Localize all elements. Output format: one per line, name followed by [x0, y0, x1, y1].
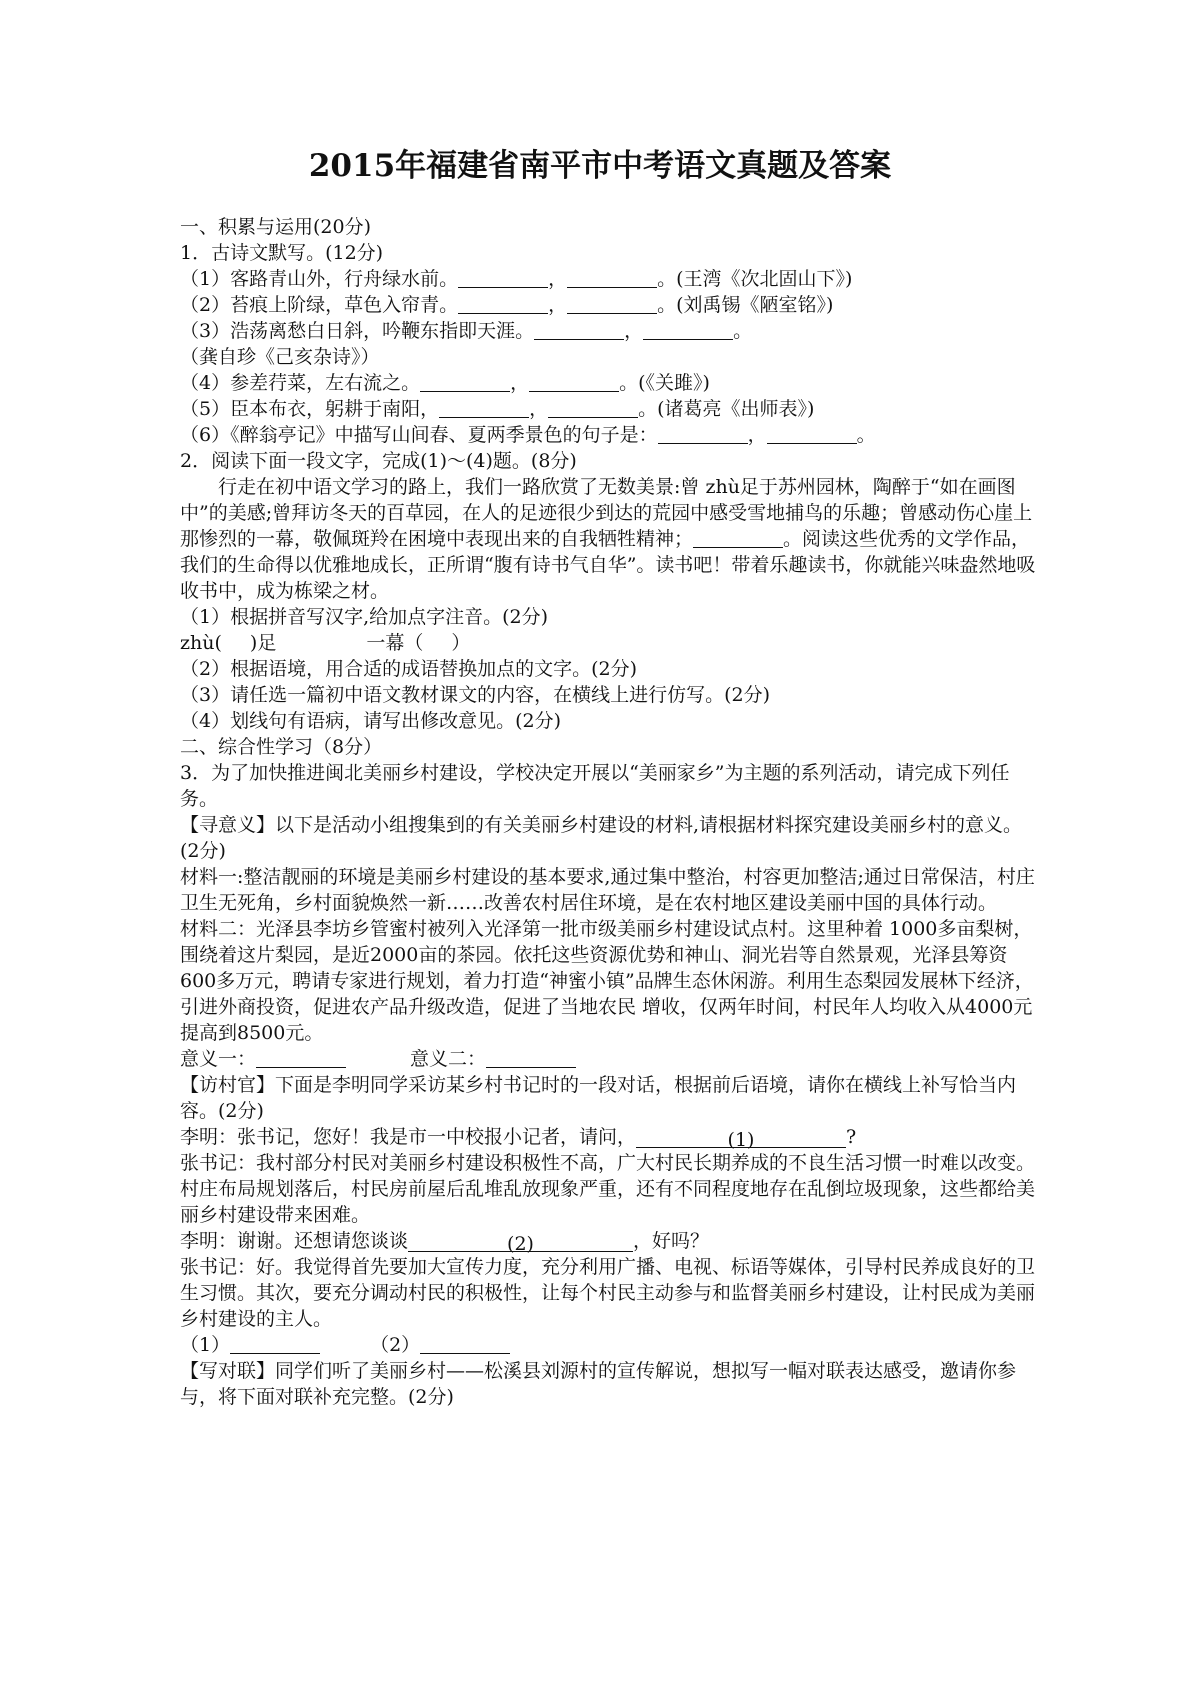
poem-line-1 [180, 266, 1040, 292]
comma: ， [510, 372, 530, 394]
material-1: 材料一:整洁靓丽的环境是美丽乡村建设的基本要求,通过集中整治，村容更加整洁;通过日常保洁，村庄卫生无死角，乡村面貌焕然一新……改善农村居住环境，是在农村地区建设美丽中国的具体行动。 [180, 866, 1035, 914]
page-title: 2015年福建省南平市中考语文真题及答案 [308, 148, 892, 184]
dialogue-blank-2[interactable] [408, 1231, 633, 1252]
source: 。(刘禹锡《陋室铭》) [657, 294, 834, 316]
dialogue-text: 李明：谢谢。还想请您谈谈 [180, 1230, 409, 1252]
meaning-1-label: 意义一： [180, 1048, 257, 1070]
dialogue-text: 李明：张书记，您好！我是市一中校报小记者，请问， [180, 1126, 637, 1148]
comma: ， [624, 320, 644, 342]
answer-blank[interactable] [567, 267, 657, 288]
answer-2-blank[interactable] [420, 1333, 510, 1354]
dialogue-2: 张书记：我村部分村民对美丽乡村建设积极性不高，广大村民长期养成的不良生活习惯一时难以改变。村庄布局规划落后，村民房前屋后乱堆乱放现象严重，还有不同程度地存在乱倒垃圾现象，这些都给美丽乡村建设带来困难。 [180, 1152, 1036, 1226]
pinyin-answer-line [180, 630, 1040, 656]
comma: ， [529, 398, 549, 420]
answer-2-label: （2） [370, 1334, 421, 1356]
question-2-4: （4）划线句有语病，请写出修改意见。(2分) [180, 710, 562, 732]
answer-blank[interactable] [643, 319, 733, 340]
comma: ， [747, 424, 767, 446]
question-mark: ? [846, 1126, 857, 1148]
poem-text: （4）参差荇菜，左右流之。 [180, 372, 421, 394]
question-2: 2．阅读下面一段文字，完成(1)～(4)题。(8分) [180, 450, 577, 472]
task-find-meaning: 【寻意义】以下是活动小组搜集到的有关美丽乡村建设的材料,请根据材料探究建设美丽乡村的意义。(2分) [180, 814, 1023, 862]
period: 。 [856, 424, 876, 446]
comma: ， [548, 294, 568, 316]
annotation-label: 一幕（ [366, 632, 424, 654]
dialogue-suffix: ，好吗？ [633, 1230, 710, 1252]
pinyin-suffix: )足 [249, 632, 277, 654]
poem-text: （3）浩荡离愁白日斜，吟鞭东指即天涯。 [180, 320, 535, 342]
meaning-answer-line [180, 1046, 1040, 1072]
question-2-3: （3）请任选一篇初中语文教材课文的内容，在横线上进行仿写。(2分) [180, 684, 771, 706]
source: 。(诸葛亮《出师表》) [638, 398, 815, 420]
poem-line-2 [180, 292, 1040, 318]
poem-line-6 [180, 422, 1040, 448]
section-1-heading: 一、积累与运用(20分) [180, 216, 372, 238]
task-interview: 【访村官】下面是李明同学采访某乡村书记时的一段对话，根据前后语境，请你在横线上补写恰当内容。(2分) [180, 1074, 1017, 1122]
question-1: 1．古诗文默写。(12分) [180, 242, 384, 264]
answer-blank[interactable] [439, 397, 529, 418]
reading-passage [180, 474, 1040, 604]
answer-blank[interactable] [458, 293, 548, 314]
answer-blank[interactable] [767, 423, 857, 444]
question-3: 3．为了加快推进闽北美丽乡村建设，学校决定开展以“美丽家乡”为主题的系列活动，请完成下列任务。 [180, 762, 1010, 810]
imitation-blank[interactable] [693, 527, 783, 548]
poem-line-5 [180, 396, 1040, 422]
meaning-2-blank[interactable] [486, 1047, 576, 1068]
poem-text: （5）臣本布衣，躬耕于南阳， [180, 398, 440, 420]
meaning-2-label: 意义二： [410, 1048, 487, 1070]
poem-source-3: （龚自珍《己亥杂诗》） [180, 346, 380, 368]
poem-line-4 [180, 370, 1040, 396]
answer-blank[interactable] [567, 293, 657, 314]
section-2-heading: 二、综合性学习（8分） [180, 736, 383, 758]
poem-line-3 [180, 318, 1040, 344]
dialogue-4: 张书记：好。我觉得首先要加大宣传力度，充分利用广播、电视、标语等媒体，引导村民养成良好的卫生习惯。其次，要充分调动村民的积极性，让每个村民主动参与和监督美丽乡村建设，让村民成为美丽乡村建设的主人。 [180, 1256, 1036, 1330]
answer-blank[interactable] [658, 423, 748, 444]
answer-1-blank[interactable] [230, 1333, 320, 1354]
paren-close: ） [451, 632, 471, 654]
pinyin-label: zhù( [180, 632, 222, 654]
blank-number: (2) [507, 1233, 534, 1254]
answer-blank[interactable] [420, 371, 510, 392]
task-couplet: 【写对联】同学们听了美丽乡村——松溪县刘源村的宣传解说，想拟写一幅对联表达感受，邀请你参与，将下面对联补充完整。(2分) [180, 1360, 1017, 1408]
dialogue-blank-1[interactable] [636, 1127, 846, 1148]
answer-blank[interactable] [458, 267, 548, 288]
dialogue-1 [180, 1124, 1040, 1150]
source: 。(王湾《次北固山下》) [657, 268, 853, 290]
question-2-1: （1）根据拼音写汉字,给加点字注音。(2分) [180, 606, 549, 628]
poem-text: （1）客路青山外，行舟绿水前。 [180, 268, 459, 290]
exam-body [180, 214, 1040, 1410]
poem-text: （2）苔痕上阶绿，草色入帘青。 [180, 294, 459, 316]
interview-answer-line [180, 1332, 1040, 1358]
passage-text: 。阅读这些优秀的文学作品，我们的生命得以优雅地成长，正所谓“腹有诗书气自华”。读书吧！带着乐趣读书，你就能兴味盎然地吸收书中，成为栋梁之材。 [180, 528, 1036, 602]
answer-blank[interactable] [548, 397, 638, 418]
dialogue-3 [180, 1228, 1040, 1254]
period: 。 [733, 320, 753, 342]
answer-blank[interactable] [529, 371, 619, 392]
poem-text: （6）《醉翁亭记》中描写山间春、夏两季景色的句子是： [180, 424, 658, 446]
blank-number: (1) [727, 1129, 755, 1150]
meaning-1-blank[interactable] [256, 1047, 346, 1068]
answer-1-label: （1） [180, 1334, 231, 1356]
material-2: 材料二：光泽县李坊乡管蜜村被列入光泽第一批市级美丽乡村建设试点村。这里种着 1000多亩梨树，围绕着这片梨园，是近2000亩的茶园。依托这些资源优势和神山、洞光岩等自然景观，光泽县筹资600多万元，聘请专家进行规划，着力打造“神蜜小镇”品牌生态休闲游。利用生态梨园发展林下经济，引进外商投资，促进农产品升级改造，促进了当地农民 增收，仅两年时间，村民年人均收入从4000元提高到8500元。 [180, 918, 1034, 1044]
comma: ， [548, 268, 568, 290]
source: 。(《关雎》) [619, 372, 710, 394]
answer-blank[interactable] [534, 319, 624, 340]
question-2-2: （2）根据语境，用合适的成语替换加点的文字。(2分) [180, 658, 638, 680]
passage-text: 行走在初中语文学习的路上，我们一路欣赏了无数美景:曾 zhù足于苏州园林，陶醉于“如在画图中”的美感;曾拜访冬天的百草园，在人的足迹很少到达的荒园中感受雪地捕鸟的乐趣；曾感动伤心崖上那惨烈的一幕，敬佩斑羚在困境中表现出来的自我牺牲精神； [180, 476, 1033, 550]
